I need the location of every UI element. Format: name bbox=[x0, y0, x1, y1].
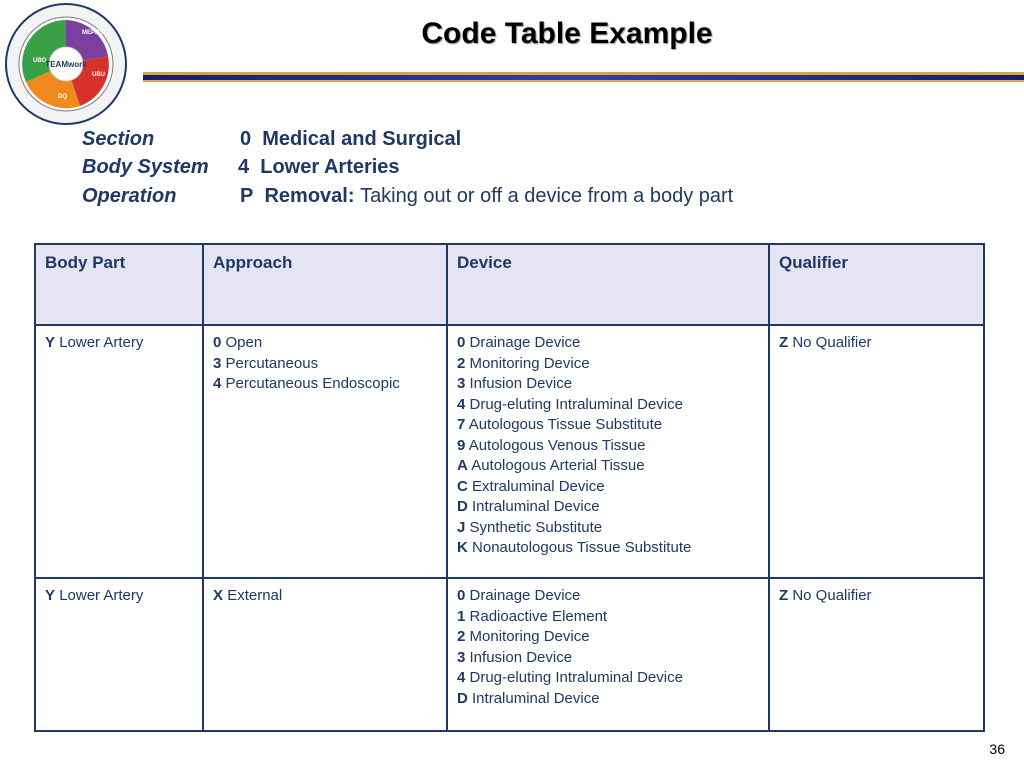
code-entry bbox=[457, 586, 759, 607]
code-label: Infusion Device bbox=[469, 648, 573, 666]
body-part-cell bbox=[35, 578, 203, 731]
svg-text:DQ: DQ bbox=[58, 94, 67, 100]
title-divider bbox=[143, 72, 1024, 82]
code-value: 0 bbox=[457, 587, 466, 604]
code-entry bbox=[457, 395, 759, 416]
code-label: Monitoring Device bbox=[469, 354, 590, 372]
code-value: 2 bbox=[457, 628, 466, 645]
code-value: 7 bbox=[457, 416, 466, 433]
code-label: Autologous Tissue Substitute bbox=[468, 416, 663, 433]
operation-code: P bbox=[240, 185, 254, 207]
code-value: 0 bbox=[457, 334, 466, 351]
code-entry bbox=[213, 333, 437, 354]
body-part-cell bbox=[35, 325, 203, 578]
code-entry bbox=[457, 648, 759, 669]
svg-text:MEPRS: MEPRS bbox=[82, 30, 104, 36]
code-value: Z bbox=[779, 334, 789, 351]
slide-title: Code Table Example bbox=[421, 17, 713, 50]
code-label: Intraluminal Device bbox=[472, 689, 600, 707]
code-label: Percutaneous Endoscopic bbox=[225, 375, 400, 392]
body-system-line bbox=[82, 156, 400, 179]
code-entry bbox=[45, 586, 193, 607]
code-value: D bbox=[457, 689, 468, 707]
code-value: C bbox=[457, 477, 468, 495]
code-entry bbox=[457, 607, 759, 628]
code-value: 4 bbox=[213, 375, 222, 392]
device-cell bbox=[447, 325, 769, 578]
code-label: Autologous Arterial Tissue bbox=[471, 457, 645, 474]
code-label: No Qualifier bbox=[792, 587, 872, 604]
section-name: Medical and Surgical bbox=[262, 128, 462, 150]
code-entry bbox=[457, 436, 759, 457]
code-entry bbox=[213, 374, 437, 395]
code-label: Extraluminal Device bbox=[472, 477, 605, 495]
table-header-row bbox=[35, 244, 984, 325]
code-value: J bbox=[457, 518, 466, 536]
code-value: 3 bbox=[457, 648, 466, 666]
body-system-code: 4 bbox=[238, 156, 250, 178]
code-label: Lower Artery bbox=[59, 587, 144, 604]
column-header-qualifier: Qualifier bbox=[769, 244, 984, 325]
code-value: 4 bbox=[457, 669, 466, 686]
operation-name: Removal: bbox=[264, 185, 355, 207]
code-label: No Qualifier bbox=[792, 334, 872, 351]
page-number: 36 bbox=[989, 741, 1005, 757]
column-header-body-part: Body Part bbox=[35, 244, 203, 325]
code-label: Percutaneous bbox=[225, 354, 319, 372]
device-cell bbox=[447, 578, 769, 731]
code-entry bbox=[457, 333, 759, 354]
code-table bbox=[34, 243, 985, 732]
code-value: 1 bbox=[457, 607, 466, 625]
code-value: X bbox=[213, 587, 224, 604]
code-label: External bbox=[227, 587, 283, 604]
code-label: Lower Artery bbox=[59, 334, 144, 351]
body-system-label: Body System bbox=[82, 156, 209, 178]
code-entry bbox=[457, 374, 759, 395]
code-entry bbox=[779, 333, 974, 354]
code-label: Radioactive Element bbox=[469, 607, 608, 625]
approach-cell bbox=[203, 578, 447, 731]
code-label: Open bbox=[225, 334, 263, 351]
code-value: 3 bbox=[457, 375, 466, 392]
approach-cell bbox=[203, 325, 447, 578]
code-value: 4 bbox=[457, 395, 466, 413]
code-value: K bbox=[457, 539, 468, 556]
code-entry bbox=[779, 586, 974, 607]
code-label: Drug-eluting Intraluminal Device bbox=[469, 395, 683, 413]
code-value: Z bbox=[779, 587, 789, 604]
code-value: 0 bbox=[213, 334, 222, 351]
code-entry bbox=[213, 586, 437, 607]
code-entry bbox=[457, 354, 759, 375]
svg-text:UBU: UBU bbox=[92, 72, 105, 78]
conference-logo bbox=[0, 0, 132, 128]
code-value: Y bbox=[45, 334, 56, 351]
code-value: 2 bbox=[457, 354, 466, 372]
code-label: Drug-eluting Intraluminal Device bbox=[469, 669, 683, 686]
section-label: Section bbox=[82, 128, 155, 150]
qualifier-cell bbox=[769, 325, 984, 578]
code-entry bbox=[457, 518, 759, 539]
table-row bbox=[35, 578, 984, 731]
section-line bbox=[82, 128, 461, 151]
code-label: Drainage Device bbox=[469, 587, 581, 604]
code-label: Autologous Venous Tissue bbox=[468, 436, 646, 454]
qualifier-cell bbox=[769, 578, 984, 731]
column-header-device: Device bbox=[447, 244, 769, 325]
svg-text:TEAMwork: TEAMwork bbox=[45, 60, 87, 69]
column-header-approach: Approach bbox=[203, 244, 447, 325]
code-value: 9 bbox=[457, 436, 466, 454]
code-label: Nonautologous Tissue Substitute bbox=[472, 539, 692, 556]
code-value: Y bbox=[45, 587, 56, 604]
code-value: D bbox=[457, 498, 468, 515]
code-entry bbox=[45, 333, 193, 354]
operation-line bbox=[82, 185, 733, 208]
code-label: Monitoring Device bbox=[469, 628, 590, 645]
code-entry bbox=[457, 689, 759, 710]
code-entry bbox=[457, 477, 759, 498]
code-entry bbox=[457, 497, 759, 518]
code-entry bbox=[457, 627, 759, 648]
code-label: Infusion Device bbox=[469, 375, 573, 392]
code-entry bbox=[457, 668, 759, 689]
operation-label: Operation bbox=[82, 185, 177, 207]
table-row bbox=[35, 325, 984, 578]
code-entry bbox=[457, 456, 759, 477]
code-entry bbox=[457, 538, 759, 559]
code-label: Synthetic Substitute bbox=[469, 518, 603, 536]
svg-text:UBO: UBO bbox=[33, 58, 47, 64]
operation-description: Taking out or off a device from a body part bbox=[360, 185, 734, 207]
code-label: Intraluminal Device bbox=[472, 498, 600, 515]
body-system-name: Lower Arteries bbox=[260, 156, 400, 178]
code-entry bbox=[457, 415, 759, 436]
code-value: A bbox=[457, 457, 468, 474]
section-code: 0 bbox=[240, 128, 252, 150]
code-value: 3 bbox=[213, 354, 222, 372]
code-label: Drainage Device bbox=[469, 334, 581, 351]
code-entry bbox=[213, 354, 437, 375]
